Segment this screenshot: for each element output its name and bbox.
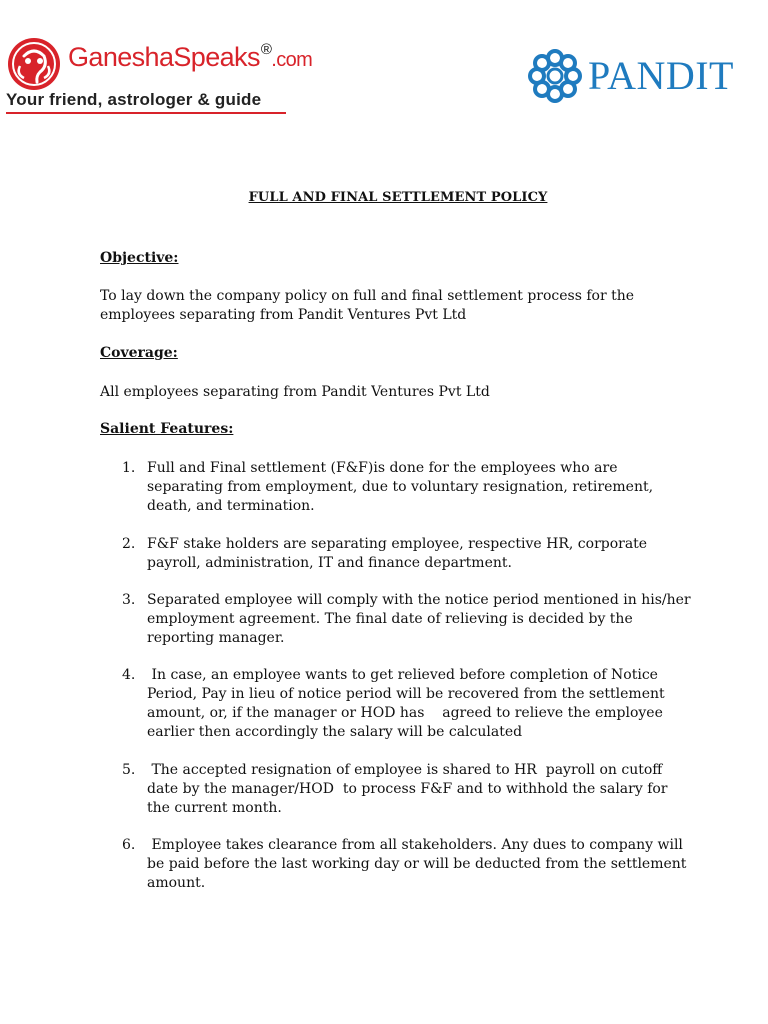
coverage-heading: Coverage: xyxy=(100,345,178,361)
list-item xyxy=(122,535,702,573)
list-line: The accepted resignation of employee is shared to HR payroll on cutoff xyxy=(147,762,663,778)
list-line: Period, Pay in lieu of notice period will be recovered from the settlement xyxy=(147,686,665,702)
registered-mark: ® xyxy=(260,41,272,58)
pandit-logo xyxy=(527,46,763,106)
objective-text xyxy=(100,287,700,325)
logo-underline xyxy=(6,112,286,114)
objective-heading: Objective: xyxy=(100,250,179,266)
brand-name: GaneshaSpeaks xyxy=(68,42,260,72)
list-line: separating from employment, due to voluntary resignation, retirement, xyxy=(147,479,654,495)
list-item xyxy=(122,836,702,893)
list-line: payroll, administration, IT and finance department. xyxy=(147,555,512,571)
list-line: the current month. xyxy=(147,800,282,816)
document-title: FULL AND FINAL SETTLEMENT POLICY xyxy=(248,190,548,205)
list-item xyxy=(122,666,702,742)
list-line: reporting manager. xyxy=(147,630,285,646)
list-line: amount. xyxy=(147,875,206,891)
ganeshaspeaks-logo xyxy=(6,34,313,116)
list-line: amount, or, if the manager or HOD has agreed to relieve the employee xyxy=(147,705,663,721)
pandit-emblem-icon xyxy=(527,48,583,104)
list-line: Separated employee will comply with the notice period mentioned in his/her xyxy=(147,592,691,608)
list-number: 1. xyxy=(122,460,136,476)
objective-line: employees separating from Pandit Ventures Pvt Ltd xyxy=(100,307,467,323)
coverage-text: All employees separating from Pandit Ventures Pvt Ltd xyxy=(100,384,490,400)
list-line: death, and termination. xyxy=(147,498,315,514)
pandit-name: PANDIT xyxy=(588,53,734,98)
domain-suffix: .com xyxy=(271,49,313,71)
list-number: 5. xyxy=(122,762,136,778)
list-line: earlier then accordingly the salary will be calculated xyxy=(147,724,523,740)
list-item xyxy=(122,459,702,516)
list-line: be paid before the last working day or will be deducted from the settlement xyxy=(147,856,687,872)
list-line: employment agreement. The final date of relieving is decided by the xyxy=(147,611,633,627)
list-number: 2. xyxy=(122,536,136,552)
list-number: 4. xyxy=(122,667,136,683)
objective-line: To lay down the company policy on full and final settlement process for the xyxy=(100,288,635,304)
list-item xyxy=(122,761,702,818)
ganeshaspeaks-brand xyxy=(68,42,312,73)
list-number: 6. xyxy=(122,837,136,853)
salient-features-heading: Salient Features: xyxy=(100,421,234,437)
list-line: Full and Final settlement (F&F)is done for the employees who are xyxy=(147,460,618,476)
list-line: F&F stake holders are separating employee, respective HR, corporate xyxy=(147,536,648,552)
ganesha-icon xyxy=(6,36,62,92)
list-line: Employee takes clearance from all stakeholders. Any dues to company will xyxy=(147,837,683,853)
ganeshaspeaks-tagline: Your friend, astrologer & guide xyxy=(6,90,262,109)
list-item xyxy=(122,591,702,648)
list-line: In case, an employee wants to get relieved before completion of Notice xyxy=(147,667,658,683)
list-line: date by the manager/HOD to process F&F and to withhold the salary for xyxy=(147,781,668,797)
list-number: 3. xyxy=(122,592,136,608)
